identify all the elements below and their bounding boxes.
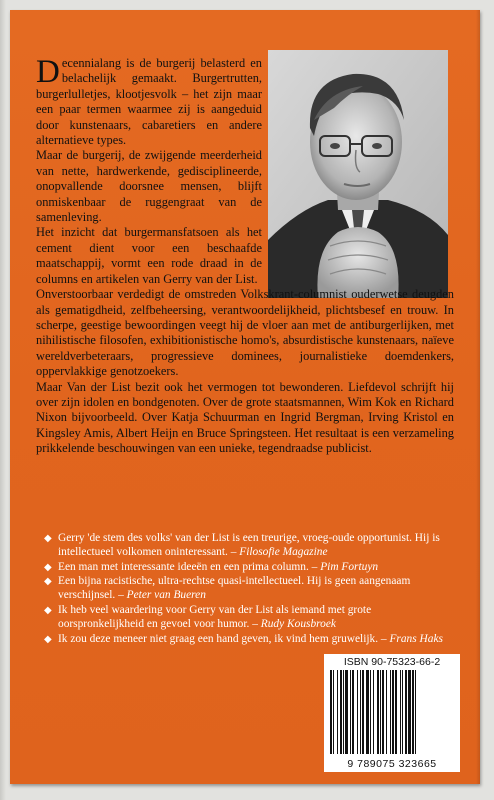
blurb-paragraph-5: Maar Van der List bezit ook het vermogen tot bewonderen. Liefdevol schrijft hij over zijn idolen en bondgenoten. Over de grote staatsmannen, Wim Kok en Richard Nixon bijvoorbeeld. Over Katja Schuurman en Ingrid Bergman, Irving Kristol en Kingsley Amis, Albert Heijn en Bruce Springsteen. Het resultaat is een verzameling prikkelende beschouwingen van een unieke, tegendraadse publicist. <box>36 379 454 456</box>
drop-cap: D <box>36 54 60 90</box>
diamond-icon: ◆ <box>44 633 52 645</box>
barcode-box <box>324 654 460 772</box>
diamond-icon: ◆ <box>44 576 52 588</box>
review-quotes <box>44 532 454 647</box>
review-quote <box>44 575 454 603</box>
diamond-icon: ◆ <box>44 533 52 544</box>
quote-source: Frans Haks <box>389 632 443 645</box>
diamond-icon: ◆ <box>44 561 52 573</box>
blurb-paragraph-3: Het inzicht dat burgermansfatsoen als het cement dient voor een beschaafde maatschappij, vormt een rode draad in de columns en artikelen van Gerry van der List. <box>36 225 262 286</box>
review-quote <box>44 633 454 647</box>
review-quote <box>44 532 454 560</box>
quote-source: Filosofie Magazine <box>239 545 328 558</box>
quote-text: Gerry 'de stem des volks' van der List is een treurige, vroeg-oude opportunist. Hij is intellectueel volkomen oninteressant. – <box>58 532 440 558</box>
blurb-paragraph-2: Maar de burgerij, de zwijgende meerderheid van nette, hardwerkende, gedisciplineerde, onopvallende doorsnee mensen, blijft onmiskenbaar de ruggengraat van de samenleving. <box>36 148 262 225</box>
blurb-text <box>36 56 454 457</box>
cover-edge <box>476 10 480 784</box>
quote-text: Een man met interessante ideeën en een prima column. – <box>58 560 321 573</box>
blurb-paragraph-1-text: ecennialang is de burgerij belasterd en belachelijk gemaakt. Burgertrutten, burgerlulletjes, klootjesvolk – het zijn maar een paar termen waarmee zij is aangeduid door kunstenaars, cabaretiers en andere alternatieve types. <box>36 56 262 148</box>
quote-source: Pim Fortuyn <box>320 560 379 573</box>
barcode-number: 9 789075 323665 <box>347 758 437 770</box>
isbn-label: ISBN 90-75323-66-2 <box>343 656 441 668</box>
review-quote <box>44 604 454 632</box>
barcode-icon <box>328 670 456 756</box>
diamond-icon: ◆ <box>44 604 52 616</box>
blurb-paragraph-1 <box>36 56 454 148</box>
quote-text: Een bijna racistische, ultra-rechtse quasi-intellectueel. Hij is geen aangenaam verschijnsel. – <box>58 575 411 602</box>
blurb-paragraph-4: Onverstoorbaar verdedigt de omstreden Volkskrant-columnist ouderwetse deugden als gematigdheid, zelfbeheersing, verantwoordelijkheid, plichtsbesef en trouw. In scherpe, geestige bewoordingen veegt hij de vloer aan met de antiburgerlijken, met nihilistische filosofen, exhibitionistische homo's, absurdistische kunstenaars, naïeve wereldverbeteraars, progressieve dominees, journalistieke doemdenkers, oppervlakkige genotzoekers. <box>36 287 454 379</box>
quote-source: Rudy Kousbroek <box>260 617 336 630</box>
quote-text: Ik zou deze meneer niet graag een hand geven, ik vind hem gruwelijk. – <box>58 632 390 645</box>
review-quote <box>44 561 454 575</box>
quote-source: Peter van Bueren <box>126 589 206 602</box>
quote-text: Ik heb veel waardering voor Gerry van der List als iemand met grote oorspronkelijkheid en gevoel voor humor. – <box>58 603 372 630</box>
